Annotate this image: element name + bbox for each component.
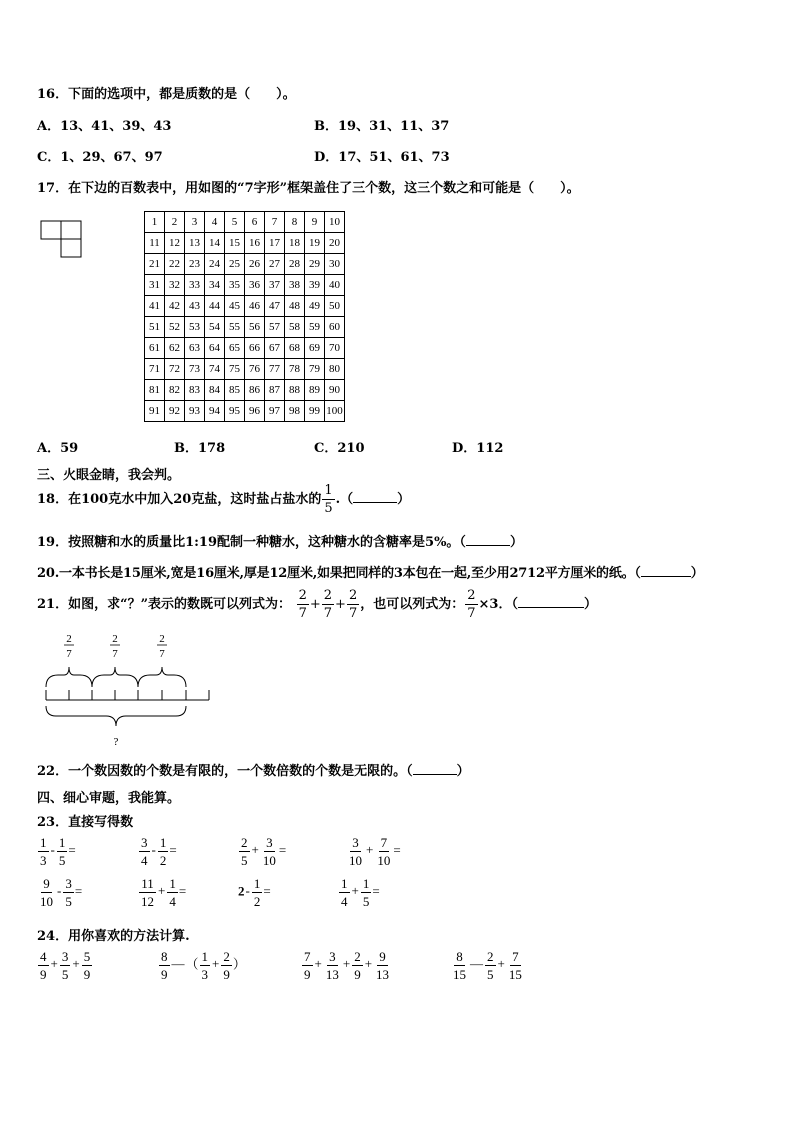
q18-fraction: $\frac{1}{5}$ bbox=[324, 483, 333, 516]
q22: 22．一个数因数的个数是有限的，一个数倍数的个数是无限的。（ ） bbox=[37, 764, 470, 779]
hundred-table-cell: 72 bbox=[165, 359, 185, 380]
hundred-table-cell: 16 bbox=[245, 233, 265, 254]
q16-option-a: A．13、41、39、43 bbox=[37, 119, 172, 134]
hundred-table-cell: 12 bbox=[165, 233, 185, 254]
q16-option-d: D．17、51、61、73 bbox=[314, 150, 450, 165]
q17-option-d: D．112 bbox=[452, 441, 504, 456]
hundred-table-cell: 80 bbox=[325, 359, 345, 380]
q23-item-4: $\frac{3}{10}$ + $\frac{7}{10}$ = bbox=[349, 835, 401, 868]
hundred-table-cell: 73 bbox=[185, 359, 205, 380]
hundred-table-cell: 89 bbox=[305, 380, 325, 401]
q18: 18．在100克水中加入20克盐，这时盐占盐水的 $\frac{1}{5}$ .（ ） bbox=[37, 483, 411, 516]
q23-item-7: 2- $\frac{1}{2}$ = bbox=[238, 876, 271, 909]
hundred-table-cell: 75 bbox=[225, 359, 245, 380]
hundred-table-cell: 86 bbox=[245, 380, 265, 401]
q23-item-2: $\frac{3}{4}$ - $\frac{1}{2}$ = bbox=[141, 835, 177, 868]
q17-option-a: A．59 bbox=[37, 441, 79, 456]
hundred-table-cell: 56 bbox=[245, 317, 265, 338]
q23-item-8: $\frac{1}{4}$ + $\frac{1}{5}$ = bbox=[341, 876, 380, 909]
hundred-table-cell: 65 bbox=[225, 338, 245, 359]
hundred-table-cell: 63 bbox=[185, 338, 205, 359]
hundred-table-cell: 54 bbox=[205, 317, 225, 338]
hundred-table-cell: 31 bbox=[145, 275, 165, 296]
hundred-table-cell: 47 bbox=[265, 296, 285, 317]
q16-option-b: B．19、31、11、37 bbox=[314, 119, 450, 134]
hundred-table-cell: 53 bbox=[185, 317, 205, 338]
hundred-table-cell: 84 bbox=[205, 380, 225, 401]
q17-option-c: C．210 bbox=[314, 441, 365, 456]
hundred-table-cell: 13 bbox=[185, 233, 205, 254]
hundred-table-cell: 21 bbox=[145, 254, 165, 275]
hundred-table-cell: 46 bbox=[245, 296, 265, 317]
hundred-table-cell: 55 bbox=[225, 317, 245, 338]
hundred-table-cell: 60 bbox=[325, 317, 345, 338]
diagram-fraction-3-den: 7 bbox=[159, 648, 165, 660]
hundred-table-cell: 34 bbox=[205, 275, 225, 296]
hundred-table-cell: 38 bbox=[285, 275, 305, 296]
q23-item-5: $\frac{9}{10}$ - $\frac{3}{5}$ = bbox=[40, 876, 83, 909]
hundred-table-cell: 91 bbox=[145, 401, 165, 422]
hundred-table-cell: 52 bbox=[165, 317, 185, 338]
hundred-table-cell: 88 bbox=[285, 380, 305, 401]
hundred-table-cell: 42 bbox=[165, 296, 185, 317]
hundred-table-cell: 4 bbox=[205, 212, 225, 233]
hundred-table-cell: 1 bbox=[145, 212, 165, 233]
hundred-table-cell: 32 bbox=[165, 275, 185, 296]
q24-item-1: $\frac{4}{9}$ + $\frac{3}{5}$ + $\frac{5}{9}$ bbox=[40, 949, 91, 982]
q23-item-3: $\frac{2}{5}$ + $\frac{3}{10}$ = bbox=[241, 835, 287, 868]
hundred-table-cell: 92 bbox=[165, 401, 185, 422]
q20-text: 20.一本书长是15厘米,宽是16厘米,厚是12厘米,如果把同样的3本包在一起,至少用2712平方厘米的纸。（ bbox=[37, 566, 641, 581]
hundred-table-cell: 8 bbox=[285, 212, 305, 233]
hundred-table-cell: 98 bbox=[285, 401, 305, 422]
q17-stem: 17．在下边的百数表中，用如图的“7字形”框架盖住了三个数，这三个数之和可能是（ ）。 bbox=[37, 181, 580, 196]
hundred-table-cell: 41 bbox=[145, 296, 165, 317]
hundred-table-cell: 70 bbox=[325, 338, 345, 359]
hundred-table-cell: 48 bbox=[285, 296, 305, 317]
hundred-table-cell: 96 bbox=[245, 401, 265, 422]
diagram-fraction-3-num: 2 bbox=[159, 633, 165, 645]
q21: 21．如图，求“？”表示的数既可以列式为： $\frac{2}{7}$ + $\frac{2}{7}$ + $\frac{2}{7}$ ，也可以列式为： $\frac{2}{7}$ ×3．（ ） bbox=[37, 588, 597, 621]
hundred-table-cell: 76 bbox=[245, 359, 265, 380]
hundred-table-cell: 59 bbox=[305, 317, 325, 338]
hundred-table-cell: 14 bbox=[205, 233, 225, 254]
q17-option-b: B．178 bbox=[174, 441, 226, 456]
diagram-question-mark: ? bbox=[113, 736, 119, 748]
hundred-table-cell: 99 bbox=[305, 401, 325, 422]
hundred-table-cell: 49 bbox=[305, 296, 325, 317]
hundred-table-cell: 39 bbox=[305, 275, 325, 296]
diagram-fraction-1-den: 7 bbox=[66, 648, 72, 660]
hundred-table-cell: 94 bbox=[205, 401, 225, 422]
hundred-table-cell: 50 bbox=[325, 296, 345, 317]
hundred-table-cell: 77 bbox=[265, 359, 285, 380]
q22-text: 22．一个数因数的个数是有限的，一个数倍数的个数是无限的。（ bbox=[37, 764, 413, 779]
hundred-table-cell: 40 bbox=[325, 275, 345, 296]
hundred-table-cell: 43 bbox=[185, 296, 205, 317]
hundred-table-cell: 100 bbox=[325, 401, 345, 422]
q23-title: 23．直接写得数 bbox=[37, 815, 134, 830]
hundred-table-cell: 64 bbox=[205, 338, 225, 359]
hundred-table-cell: 45 bbox=[225, 296, 245, 317]
q23-item-1: $\frac{1}{3}$ - $\frac{1}{5}$ = bbox=[40, 835, 76, 868]
q19-text: 19．按照糖和水的质量比1:19配制一种糖水，这种糖水的含糖率是5%。（ bbox=[37, 535, 466, 550]
q18-text: 18．在100克水中加入20克盐，这时盐占盐水的 bbox=[37, 492, 322, 507]
q21-answer-blank[interactable] bbox=[518, 597, 584, 608]
hundred-table-cell: 61 bbox=[145, 338, 165, 359]
hundred-table-cell: 22 bbox=[165, 254, 185, 275]
hundred-table-cell: 19 bbox=[305, 233, 325, 254]
hundred-table-cell: 35 bbox=[225, 275, 245, 296]
hundred-table-cell: 51 bbox=[145, 317, 165, 338]
hundred-table-cell: 58 bbox=[285, 317, 305, 338]
hundred-table-cell: 79 bbox=[305, 359, 325, 380]
section3-heading: 三、火眼金睛，我会判。 bbox=[37, 468, 181, 483]
seven-shape-frame-icon bbox=[40, 220, 84, 260]
diagram-fraction-2-den: 7 bbox=[112, 648, 118, 660]
hundred-table-cell: 15 bbox=[225, 233, 245, 254]
section4-heading: 四、细心审题，我能算。 bbox=[37, 791, 181, 806]
q20: 20.一本书长是15厘米,宽是16厘米,厚是12厘米,如果把同样的3本包在一起,至少用2712平方厘米的纸。（ ） bbox=[37, 566, 704, 581]
hundred-table-cell: 28 bbox=[285, 254, 305, 275]
hundred-table-cell: 95 bbox=[225, 401, 245, 422]
hundred-table-cell: 44 bbox=[205, 296, 225, 317]
hundred-table-cell: 37 bbox=[265, 275, 285, 296]
hundred-table-cell: 2 bbox=[165, 212, 185, 233]
hundred-table-cell: 25 bbox=[225, 254, 245, 275]
hundred-table-cell: 36 bbox=[245, 275, 265, 296]
hundred-table-cell: 93 bbox=[185, 401, 205, 422]
hundred-number-table bbox=[144, 211, 345, 422]
q22-answer-blank[interactable] bbox=[413, 764, 457, 775]
hundred-table-cell: 24 bbox=[205, 254, 225, 275]
hundred-table-cell: 87 bbox=[265, 380, 285, 401]
q21-number-line-diagram bbox=[38, 630, 218, 752]
hundred-table-cell: 20 bbox=[325, 233, 345, 254]
q19: 19．按照糖和水的质量比1:19配制一种糖水，这种糖水的含糖率是5%。（ ） bbox=[37, 535, 523, 550]
hundred-table-cell: 62 bbox=[165, 338, 185, 359]
hundred-table-cell: 67 bbox=[265, 338, 285, 359]
hundred-table-cell: 69 bbox=[305, 338, 325, 359]
hundred-table-cell: 29 bbox=[305, 254, 325, 275]
q21-text: 21．如图，求“？”表示的数既可以列式为： bbox=[37, 597, 292, 612]
hundred-table-cell: 83 bbox=[185, 380, 205, 401]
q16-stem: 16．下面的选项中，都是质数的是（ ）。 bbox=[37, 87, 296, 102]
hundred-table-cell: 11 bbox=[145, 233, 165, 254]
hundred-table-cell: 97 bbox=[265, 401, 285, 422]
q18-answer-blank[interactable] bbox=[353, 492, 397, 503]
hundred-table-cell: 9 bbox=[305, 212, 325, 233]
hundred-table-cell: 78 bbox=[285, 359, 305, 380]
hundred-table-cell: 26 bbox=[245, 254, 265, 275]
hundred-table-cell: 85 bbox=[225, 380, 245, 401]
hundred-table-cell: 18 bbox=[285, 233, 305, 254]
q19-answer-blank[interactable] bbox=[466, 535, 510, 546]
q24-item-3: $\frac{7}{9}$ + $\frac{3}{13}$ + $\frac{2}{9}$ + $\frac{9}{13}$ bbox=[304, 949, 390, 982]
hundred-table-cell: 74 bbox=[205, 359, 225, 380]
hundred-table-cell: 68 bbox=[285, 338, 305, 359]
hundred-table-cell: 66 bbox=[245, 338, 265, 359]
q24-item-4: $\frac{8}{15}$ — $\frac{2}{5}$ + $\frac{7}{15}$ bbox=[453, 949, 522, 982]
hundred-table-cell: 82 bbox=[165, 380, 185, 401]
q16-option-c: C．1、29、67、97 bbox=[37, 150, 163, 165]
hundred-table-cell: 5 bbox=[225, 212, 245, 233]
q24-item-2: $\frac{8}{9}$ —（ $\frac{1}{3}$ + $\frac{2}{9}$ ） bbox=[161, 949, 246, 982]
hundred-table-cell: 33 bbox=[185, 275, 205, 296]
q24-title: 24．用你喜欢的方法计算. bbox=[37, 929, 190, 944]
hundred-table-cell: 27 bbox=[265, 254, 285, 275]
hundred-table-cell: 81 bbox=[145, 380, 165, 401]
hundred-table-cell: 3 bbox=[185, 212, 205, 233]
hundred-table-cell: 17 bbox=[265, 233, 285, 254]
diagram-fraction-2-num: 2 bbox=[112, 633, 118, 645]
hundred-table-cell: 30 bbox=[325, 254, 345, 275]
q20-answer-blank[interactable] bbox=[641, 566, 691, 577]
hundred-table-cell: 90 bbox=[325, 380, 345, 401]
hundred-table-cell: 10 bbox=[325, 212, 345, 233]
hundred-table-cell: 71 bbox=[145, 359, 165, 380]
hundred-table-cell: 7 bbox=[265, 212, 285, 233]
diagram-fraction-1-num: 2 bbox=[66, 633, 72, 645]
hundred-table-cell: 23 bbox=[185, 254, 205, 275]
q23-item-6: $\frac{11}{12}$ + $\frac{1}{4}$ = bbox=[141, 876, 187, 909]
hundred-table-cell: 6 bbox=[245, 212, 265, 233]
hundred-table-cell: 57 bbox=[265, 317, 285, 338]
